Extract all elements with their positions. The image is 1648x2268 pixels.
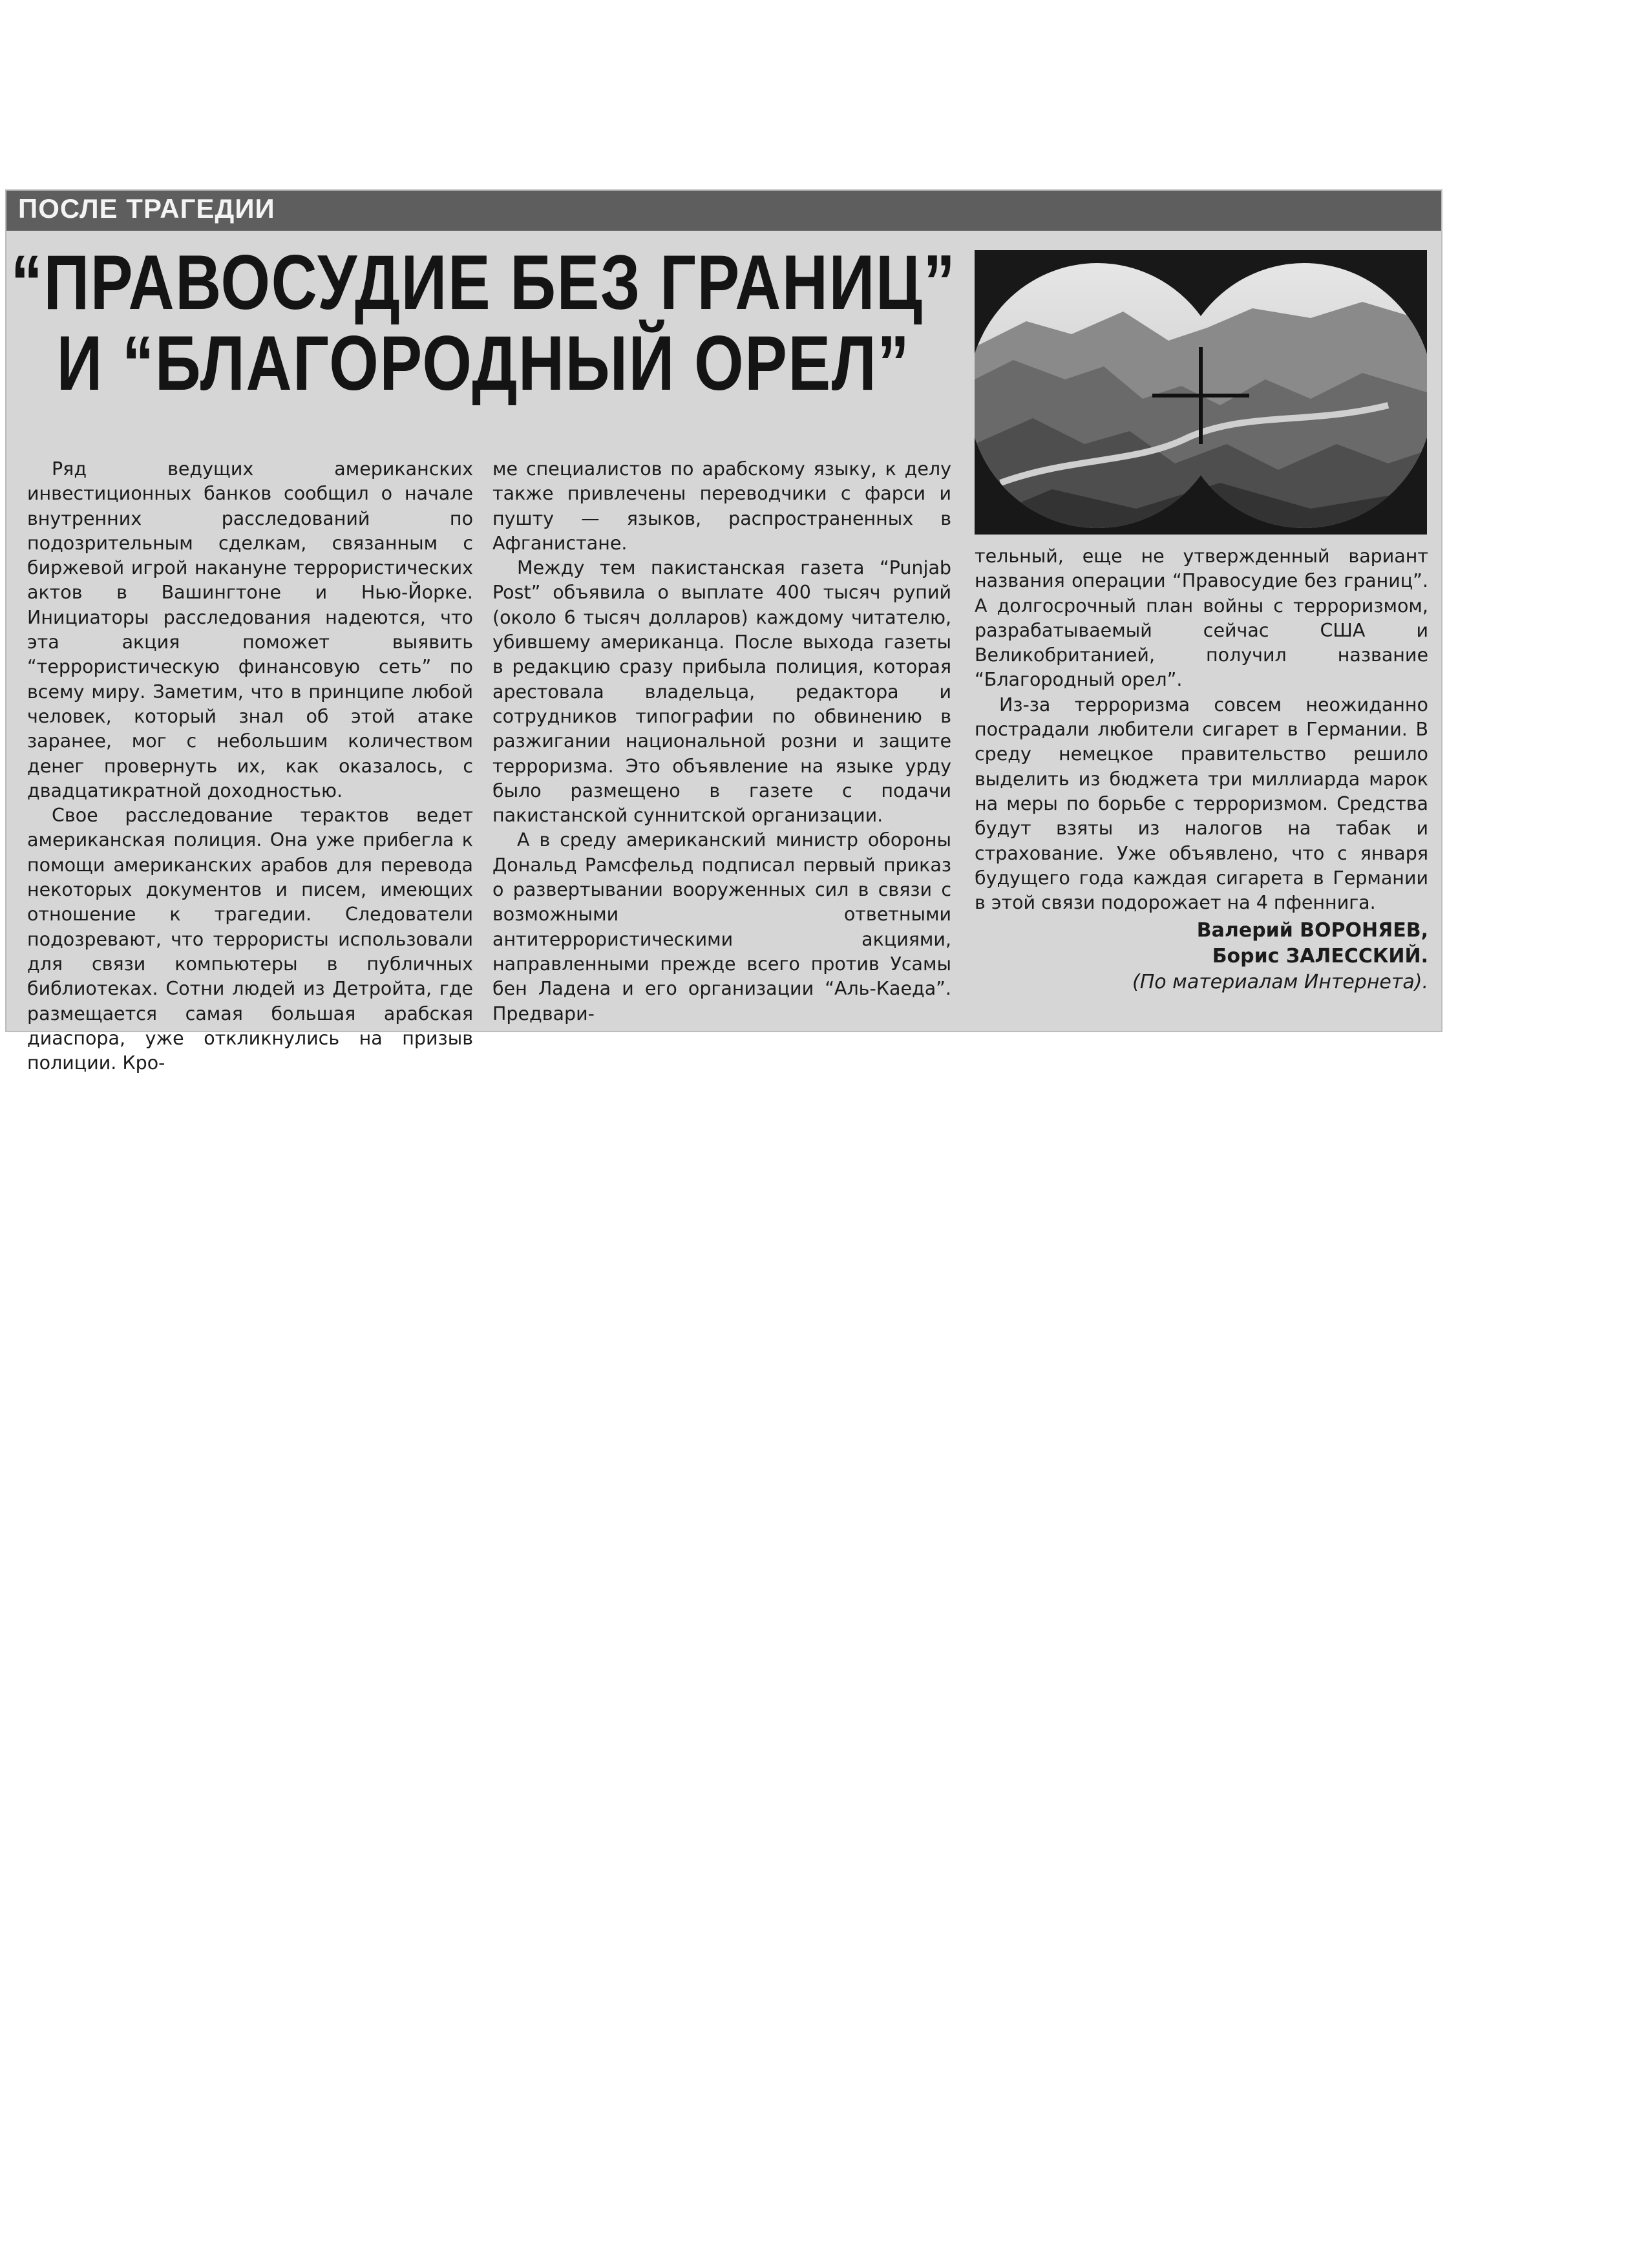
newspaper-clipping [6,191,1441,1074]
article-paragraph: ме специалистов по арабскому языку, к делу также привлечены переводчики с фарси и пушту — языков, распространенных в Афганистане. [492,458,951,554]
author-name: Валерий ВОРОНЯЕВ, [1196,919,1428,942]
article-paragraph: Из-за терроризма совсем неожиданно пострадали любители сигарет в Германии. В среду немецкое правительство решило выделить из бюджета три миллиарда марок на меры по борьбе с терроризмом. Средства будут взяты из налогов на табак и страхование. Уже объявлено, что с января будущего года каждая сигарета в Германии в этой связи подорожает на 4 пфеннига. [975,694,1428,914]
rubric-bar [6,191,1441,231]
article-paragraph: Свое расследование терактов ведет американская полиция. Она уже прибегла к помощи американских арабов для перевода некоторых документов и писем, имеющих отношение к трагедии. Следователи подозревают, что террористы использовали для связи компьютеры в публичных библиотеках. Сотни людей из Детройта, где размещается самая большая арабская диаспора, уже откликнулись на призыв полиции. Кро- [27,805,473,1074]
binoculars-view-mountain-photo [975,250,1427,535]
headline-line-1: “ПРАВОСУДИЕ БЕЗ ГРАНИЦ” [10,239,956,326]
article-column-3 [975,544,1428,995]
author-name: Борис ЗАЛЕССКИЙ. [1212,945,1428,968]
binoculars-photo-icon [975,250,1427,535]
article-paragraph: тельный, еще не утвержденный вариант названия операции “Правосудие без границ”. А долгосрочный план войны с терроризмом, разрабатываемый сейчас США и Великобританией, получил название “Благородный орел”. [975,546,1428,691]
headline-line-2: И “БЛАГОРОДНЫЙ ОРЕЛ” [56,320,911,407]
rubric-label: ПОСЛЕ ТРАГЕДИИ [18,193,275,224]
article-paragraph: Между тем пакистанская газета “Punjab Post” объявила о выплате 400 тысяч рупий (около 6 тысяч долларов) каждому читателю, убившему американца. После выхода газеты в редакцию сразу прибыла полиция, которая арестовала владельца, редактора и сотрудников типографии по обвинению в разжигании национальной розни и защите терроризма. Это объявление на языке урду было размещено в газете с подачи пакистанской суннитской организации. [492,557,951,827]
headline [6,239,956,407]
article-paragraph: А в среду американский министр обороны Дональд Рамсфельд подписал первый приказ о развертывании вооруженных сил в связи с возможными ответными антитеррористическими акциями, направленными прежде всего против Усамы бен Ладена и его организации “Аль-Каеда”. Предвари- [492,829,951,1024]
byline [975,918,1428,970]
article-paragraph: Ряд ведущих американских инвестиционных банков сообщил о начале внутренних расследований по подозрительным сделкам, связанным с биржевой игрой накануне террористических актов в Вашингтоне и Нью-Йорке. Инициаторы расследования надеются, что эта акция поможет выявить “террористическую финансовую сеть” по всему миру. Заметим, что в принципе любой человек, который знал об этой атаке заранее, мог с небольшим количеством денег провернуть их, как оказалось, с двадцатикратной доходностью. [27,458,473,801]
article-column-2 [492,457,951,1026]
source-note: (По материалам Интернета). [1132,971,1428,994]
article-column-1 [27,457,473,1076]
